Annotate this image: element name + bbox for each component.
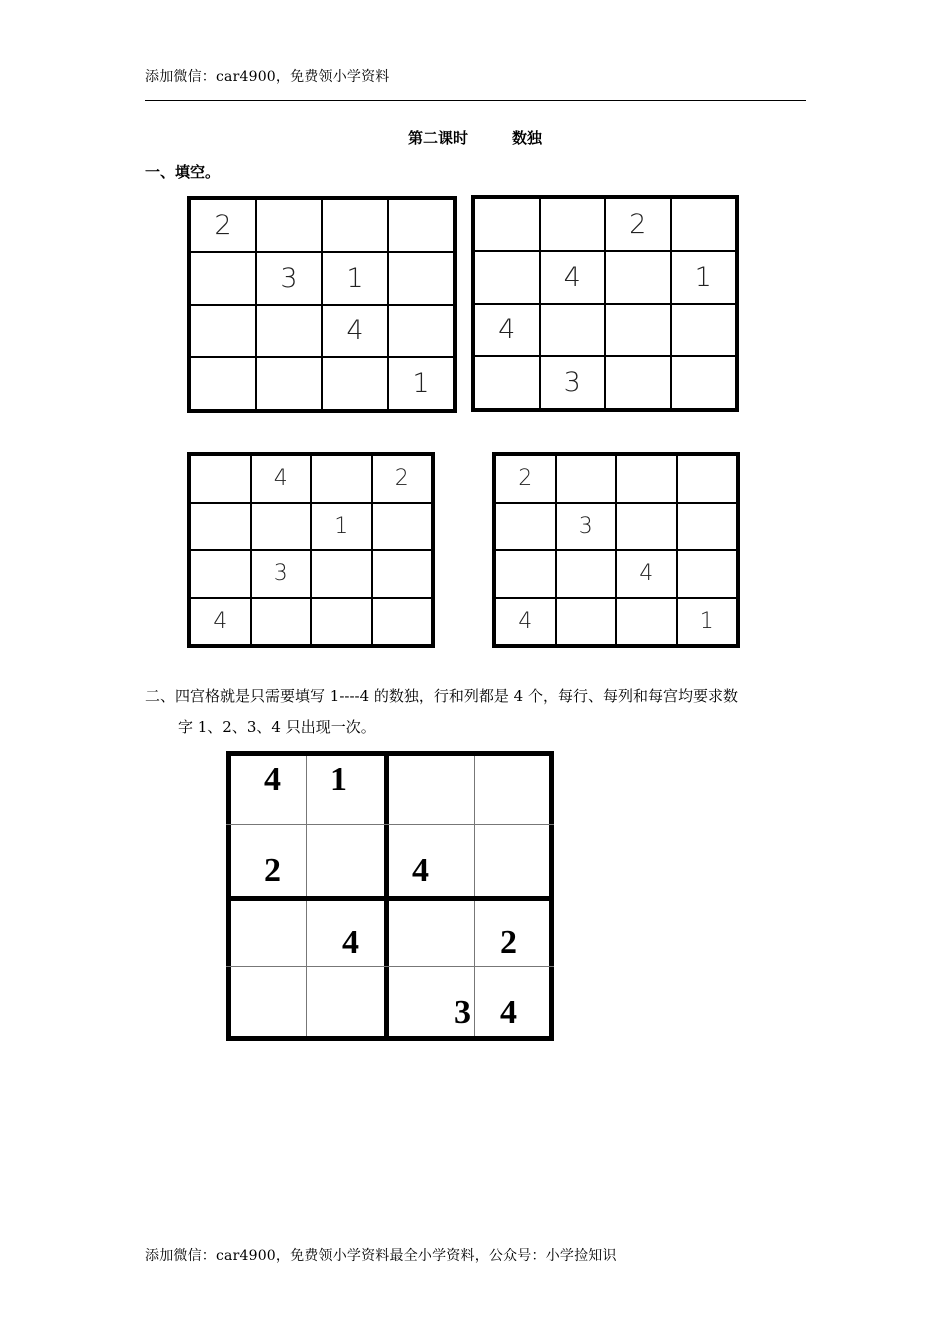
footer-note: 添加微信：car4900，免费领小学资料最全小学资料，公众号：小学捡知识 [145,1248,617,1264]
big-sudoku-cell: 3 [454,994,471,1031]
sudoku-cell [190,357,256,410]
sudoku-cell [251,503,312,551]
sudoku-cell [256,199,322,252]
grid-line [226,966,554,967]
sudoku-cell: 2 [372,455,433,503]
sudoku-cell: 2 [605,198,671,251]
sudoku-cell: 3 [556,503,617,551]
sudoku-cell [677,455,738,503]
sudoku-grid-3 [187,452,435,648]
sudoku-big-grid [226,751,554,1041]
sudoku-cell: 3 [540,356,606,409]
sudoku-cell [556,550,617,598]
sudoku-cell: 4 [251,455,312,503]
sudoku-cell [605,304,671,357]
sudoku-cell [190,252,256,305]
big-sudoku-cell: 4 [500,994,517,1031]
sudoku-cell [474,251,540,304]
sudoku-cell [677,503,738,551]
topic-label: 数独 [512,129,543,147]
sudoku-cell [372,598,433,646]
sudoku-cell [311,598,372,646]
sudoku-cell: 1 [322,252,388,305]
sudoku-cell: 4 [474,304,540,357]
sudoku-cell [605,251,671,304]
sudoku-cell [474,198,540,251]
sudoku-cell: 3 [256,252,322,305]
page-title [0,127,950,148]
sudoku-cell [671,198,737,251]
big-sudoku-cell: 2 [500,924,517,961]
sudoku-cell: 2 [190,199,256,252]
instruction-line-2: 字 1、2、3、4 只出现一次。 [178,718,376,736]
header-note: 添加微信：car4900，免费领小学资料 [145,69,390,85]
grid-line [226,824,554,825]
big-sudoku-cell: 4 [264,761,281,798]
sudoku-grid-2 [471,195,739,412]
sudoku-cell: 4 [495,598,556,646]
sudoku-cell [474,356,540,409]
sudoku-cell: 1 [388,357,454,410]
sudoku-cell [495,503,556,551]
section2-instructions [145,681,805,743]
grid-line [226,896,554,901]
sudoku-cell [556,598,617,646]
sudoku-cell [251,598,312,646]
sudoku-cell [540,198,606,251]
sudoku-cell [322,357,388,410]
big-sudoku-cell: 2 [264,852,281,889]
sudoku-cell: 1 [311,503,372,551]
sudoku-cell: 4 [540,251,606,304]
sudoku-cell [256,357,322,410]
sudoku-cell [190,305,256,358]
section1-heading: 一、填空。 [145,163,221,181]
grid-line [226,751,554,756]
sudoku-cell [311,550,372,598]
big-sudoku-cell: 1 [330,761,347,798]
big-sudoku-cell: 4 [412,852,429,889]
sudoku-grid-4 [492,452,740,648]
grid-line [226,1036,554,1041]
sudoku-cell [322,199,388,252]
lesson-label: 第二课时 [407,129,468,147]
sudoku-cell [616,503,677,551]
sudoku-cell: 4 [616,550,677,598]
sudoku-cell [495,550,556,598]
sudoku-cell [556,455,617,503]
sudoku-cell [671,304,737,357]
sudoku-cell [190,550,251,598]
sudoku-cell [616,455,677,503]
sudoku-cell [671,356,737,409]
sudoku-cell [190,503,251,551]
sudoku-cell [388,199,454,252]
sudoku-cell: 2 [495,455,556,503]
sudoku-cell [616,598,677,646]
sudoku-cell [256,305,322,358]
sudoku-cell [311,455,372,503]
sudoku-cell [372,550,433,598]
header-divider [145,100,806,101]
sudoku-cell [605,356,671,409]
sudoku-cell [190,455,251,503]
sudoku-cell [540,304,606,357]
sudoku-cell [677,550,738,598]
sudoku-cell: 4 [322,305,388,358]
sudoku-cell [388,305,454,358]
sudoku-cell [388,252,454,305]
sudoku-cell: 1 [677,598,738,646]
big-sudoku-cell: 4 [342,924,359,961]
instruction-line-1: 二、四宫格就是只需要填写 1----4 的数独，行和列都是 4 个，每行、每列和每宫均要求数 [145,687,738,705]
sudoku-cell: 1 [671,251,737,304]
sudoku-cell: 4 [190,598,251,646]
sudoku-grid-1 [187,196,457,413]
sudoku-cell [372,503,433,551]
sudoku-cell: 3 [251,550,312,598]
